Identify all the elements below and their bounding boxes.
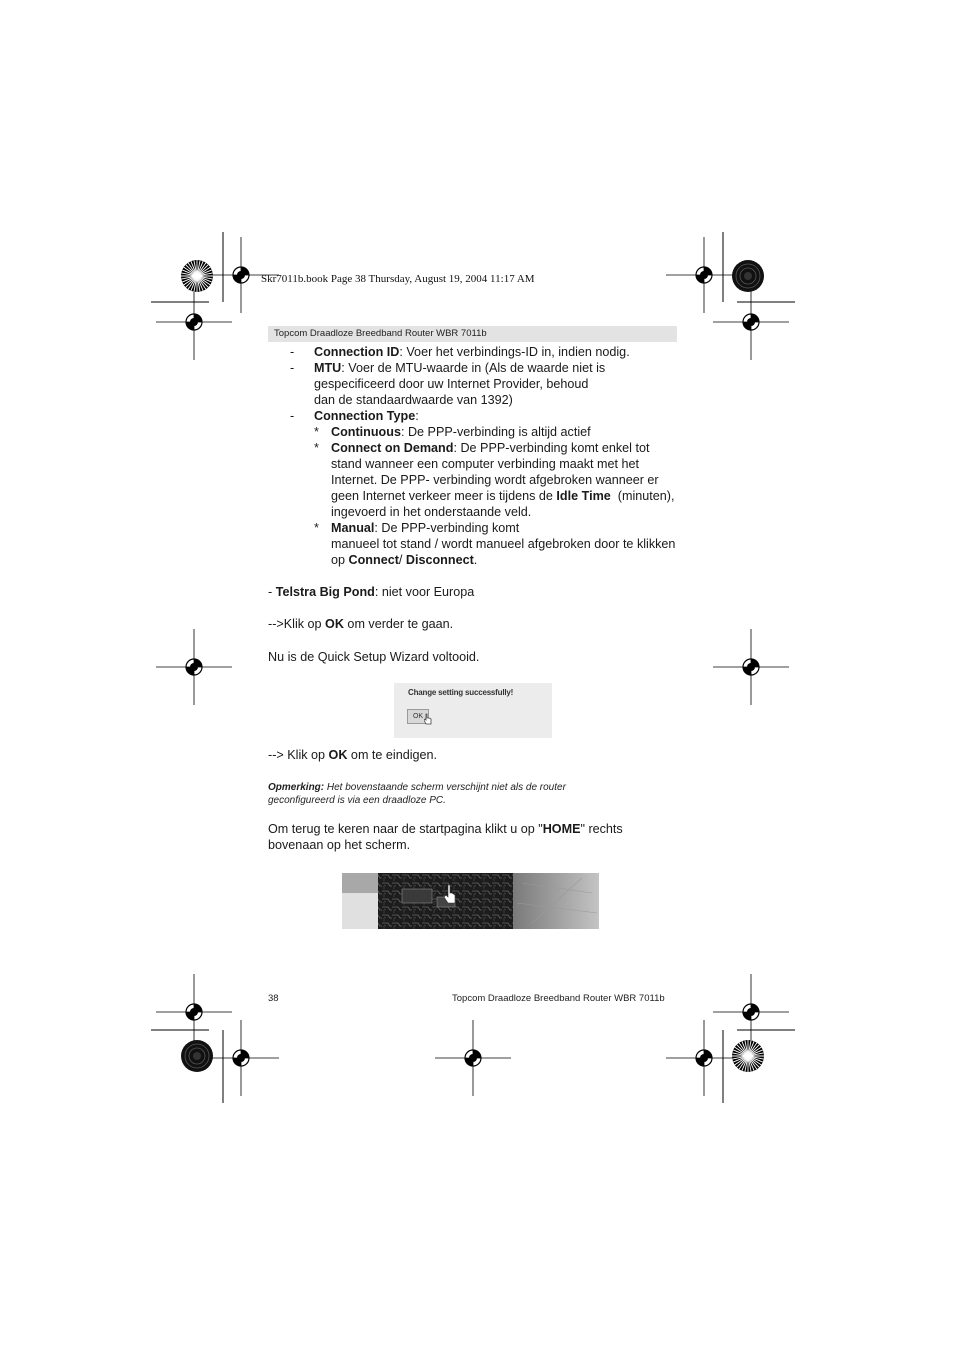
desc-connection-id: : Voer het verbindings-ID in, indien nodig. xyxy=(399,345,630,359)
desc-cod-3: Internet. De PPP- verbinding wordt afgebroken wanneer er xyxy=(331,473,659,487)
term-idle-time: Idle Time xyxy=(556,489,611,503)
desc-cod-1: : De PPP-verbinding komt enkel tot xyxy=(453,441,650,455)
bullet-dash: - xyxy=(290,361,295,375)
banner-graphic xyxy=(342,873,599,929)
continue-suffix: om verder te gaan. xyxy=(343,617,454,631)
term-connect-on-demand: Connect on Demand xyxy=(331,441,454,455)
term-disconnect: Disconnect xyxy=(405,553,474,567)
footer-title: Topcom Draadloze Breedband Router WBR 7011b xyxy=(452,993,665,1004)
desc-mtu-1: : Voer de MTU-waarde in (Als de waarde niet is xyxy=(341,361,606,375)
finish-suffix: om te eindigen. xyxy=(347,748,438,762)
term-ok: OK xyxy=(325,617,344,631)
bullet-star: * xyxy=(314,521,319,535)
home-instruction xyxy=(268,821,623,853)
running-header xyxy=(268,326,677,342)
bullet-dash: - xyxy=(290,409,295,423)
router-banner-image xyxy=(342,873,599,929)
list-item-manual xyxy=(331,520,675,568)
term-telstra: Telstra Big Pond xyxy=(275,585,375,599)
continue-prefix: -->Klik op xyxy=(268,617,326,631)
desc-manual-3b: . xyxy=(473,553,478,567)
note-text-2: geconfigureerd is via een draadloze PC. xyxy=(268,795,446,806)
desc-connection-type: : xyxy=(415,409,419,423)
running-header-text: Topcom Draadloze Breedband Router WBR 7011b xyxy=(274,328,487,339)
list-item-mtu xyxy=(314,360,605,408)
page-number: 38 xyxy=(268,993,279,1004)
list-item-connection-id xyxy=(314,344,630,360)
desc-cod-4b: (minuten), xyxy=(610,489,675,503)
desc-cod-2: stand wanneer een computer verbinding maakt met het xyxy=(331,457,640,471)
desc-manual-3a: op xyxy=(331,553,349,567)
term-connection-id: Connection ID xyxy=(314,345,400,359)
note-block xyxy=(268,781,566,807)
home-prefix: Om terug te keren naar de startpagina klikt u op " xyxy=(268,822,543,836)
telstra-prefix: - xyxy=(268,585,276,599)
note-text-1: Het bovenstaande scherm verschijnt niet als de router xyxy=(324,782,566,793)
desc-cod-5: ingevoerd in het onderstaande veld. xyxy=(331,505,532,519)
term-home: HOME xyxy=(542,822,581,836)
dialog-title: Change setting successfully! xyxy=(408,688,514,697)
telstra-desc: : niet voor Europa xyxy=(374,585,475,599)
click-ok-finish-line xyxy=(268,747,437,763)
term-ok-finish: OK xyxy=(328,748,348,762)
desc-manual-sep: / xyxy=(398,553,406,567)
list-item-connection-type xyxy=(314,408,419,424)
home-line-2: bovenaan op het scherm. xyxy=(268,838,411,852)
wizard-done-text: Nu is de Quick Setup Wizard voltooid. xyxy=(268,650,480,664)
desc-mtu-2: gespecificeerd door uw Internet Provider, behoud xyxy=(314,377,589,391)
note-label: Opmerking: xyxy=(268,782,325,793)
term-connect: Connect xyxy=(348,553,399,567)
telstra-line xyxy=(268,584,474,600)
term-mtu: MTU xyxy=(314,361,342,375)
success-dialog-screenshot xyxy=(394,683,552,738)
desc-manual-2: manueel tot stand / wordt manueel afgebroken door te klikken xyxy=(331,537,676,551)
term-continuous: Continuous xyxy=(331,425,401,439)
bullet-star: * xyxy=(314,425,319,439)
desc-mtu-3: dan de standaardwaarde van 1392) xyxy=(314,393,513,407)
term-manual: Manual xyxy=(331,521,375,535)
click-ok-continue-line xyxy=(268,616,453,632)
finish-prefix: --> Klik op xyxy=(268,748,329,762)
desc-cod-4a: geen Internet verkeer meer is tijdens de xyxy=(331,489,557,503)
print-info-line: Skr7011b.book Page 38 Thursday, August 19, 2004 11:17 AM xyxy=(261,273,535,285)
list-item-connect-on-demand xyxy=(331,440,675,520)
term-connection-type: Connection Type xyxy=(314,409,416,423)
bullet-star: * xyxy=(314,441,319,455)
list-item-continuous xyxy=(331,424,591,440)
bullet-dash: - xyxy=(290,345,295,359)
desc-manual-1: : De PPP-verbinding komt xyxy=(374,521,520,535)
desc-continuous: : De PPP-verbinding is altijd actief xyxy=(400,425,591,439)
hand-cursor-icon xyxy=(424,713,432,725)
dialog-ok-button[interactable]: OK xyxy=(407,709,429,724)
home-suffix: " rechts xyxy=(580,822,623,836)
